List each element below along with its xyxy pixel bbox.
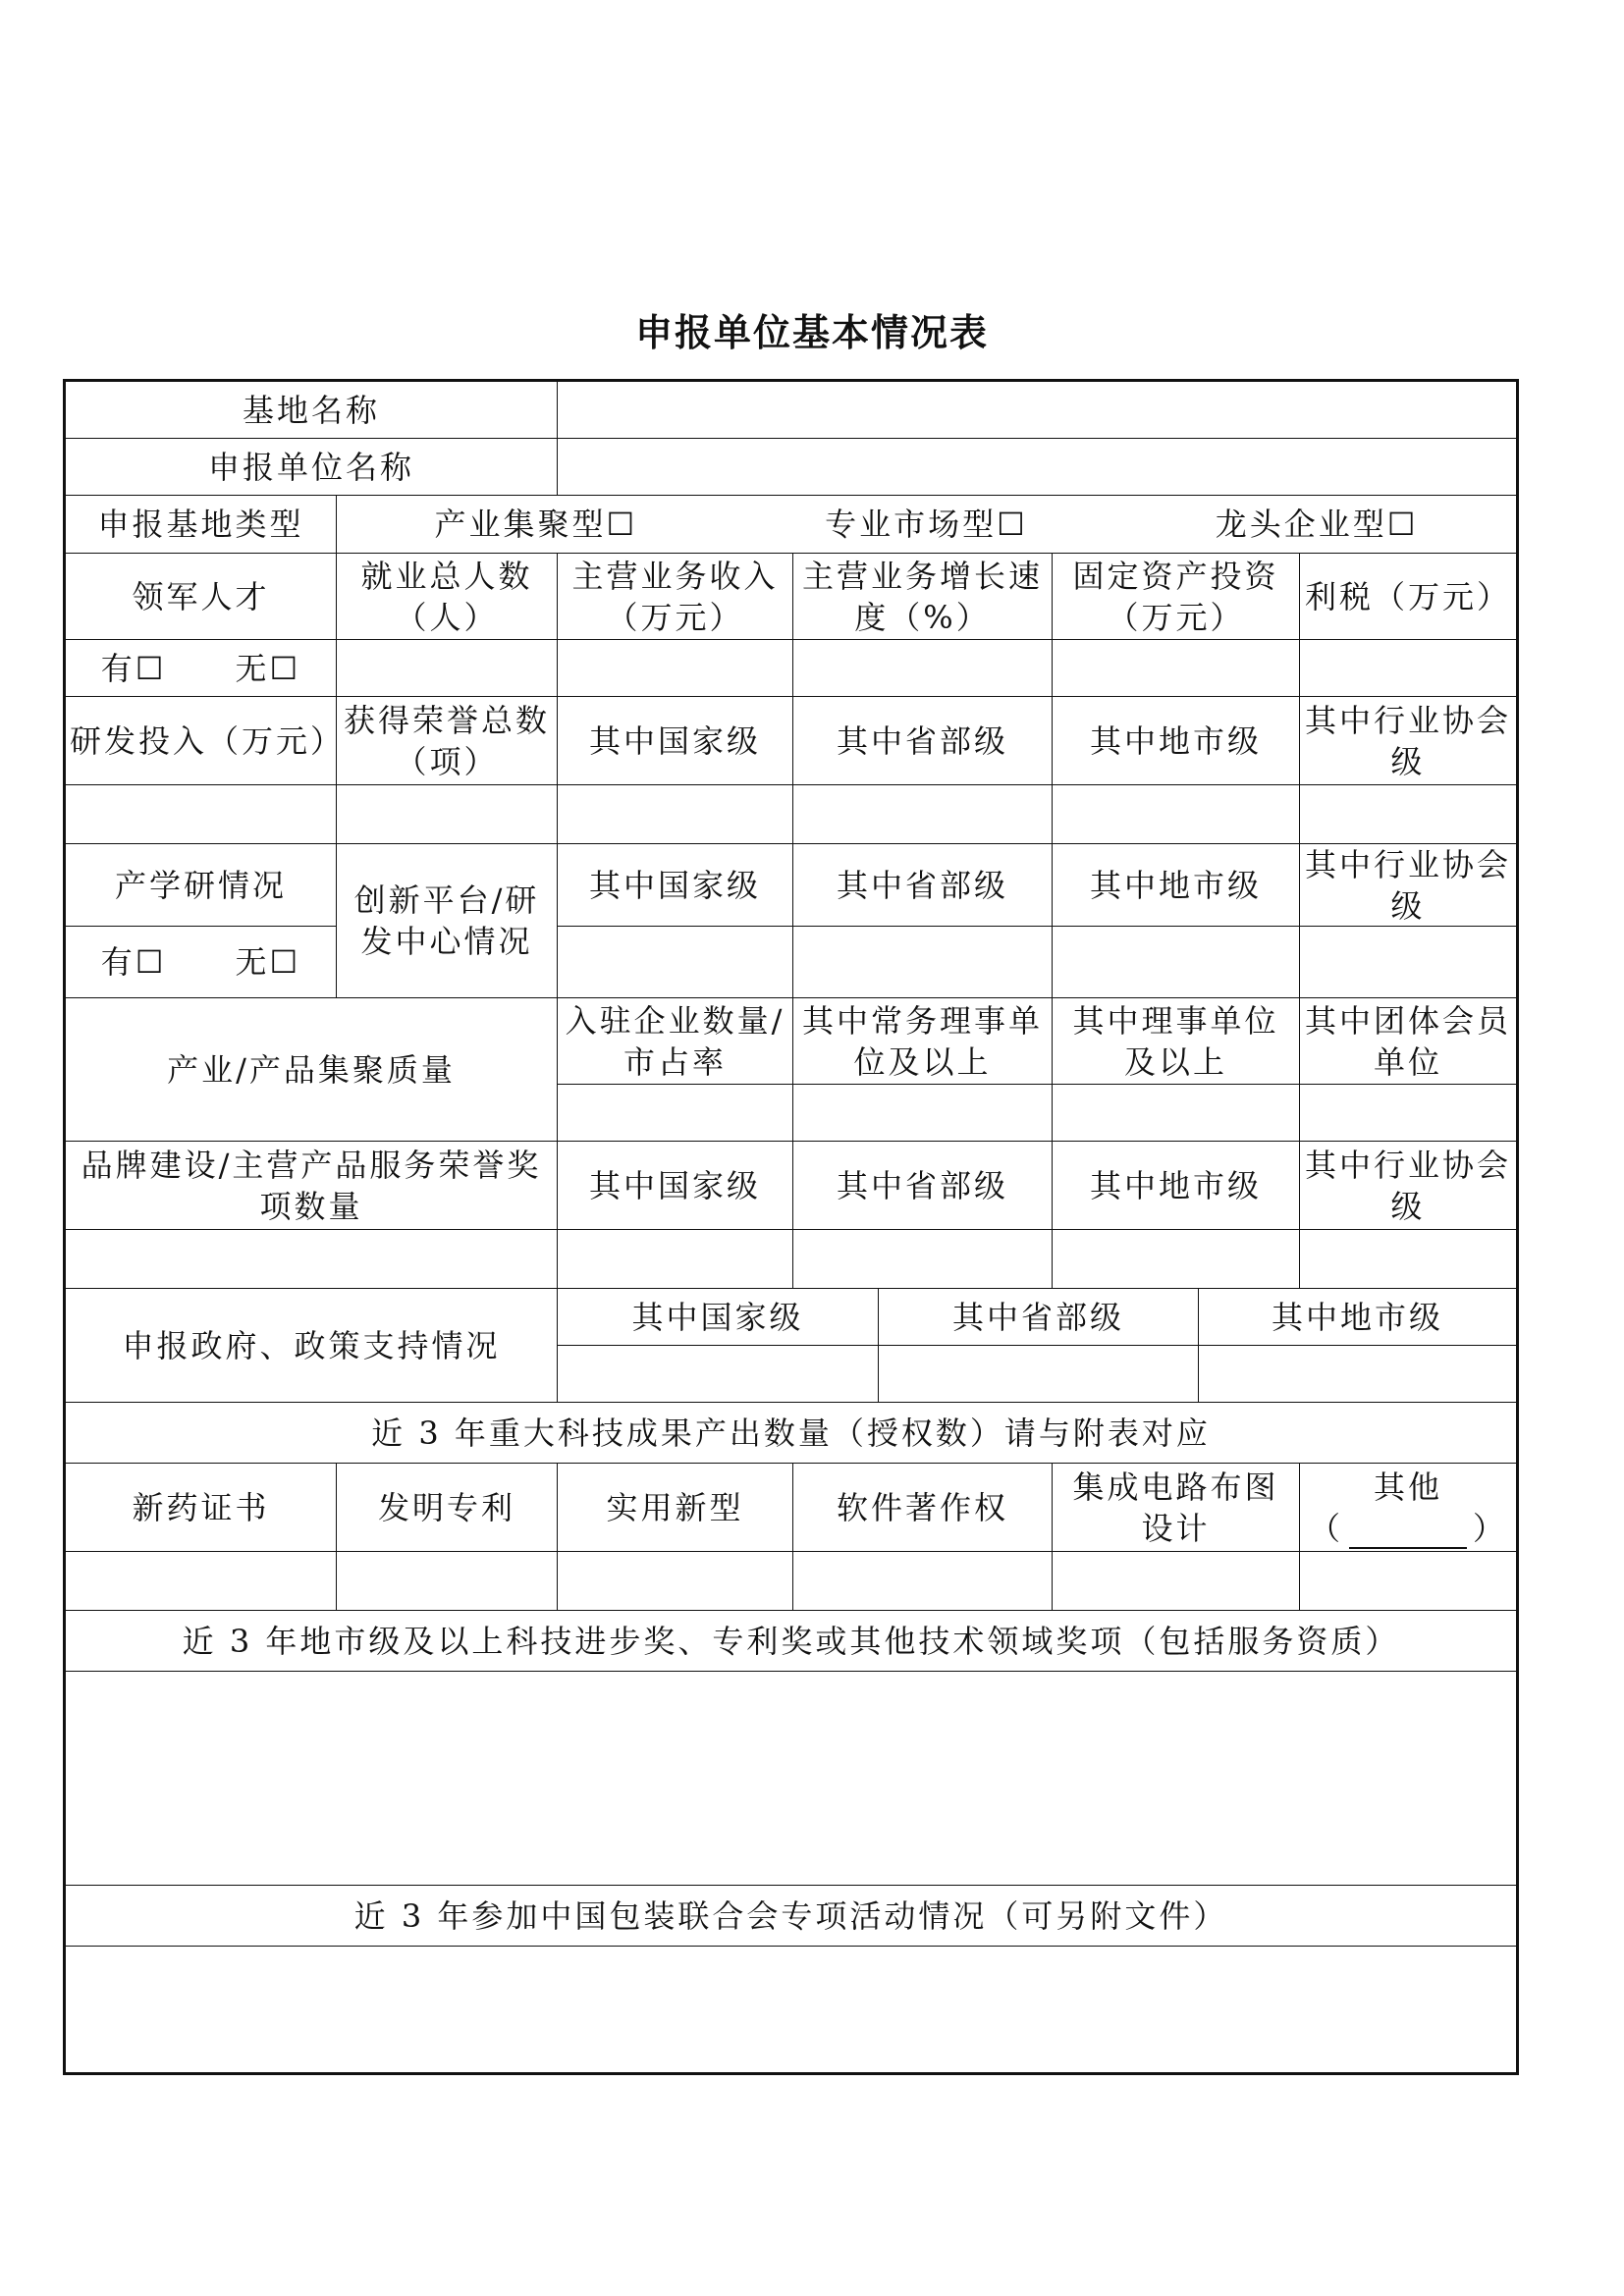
cluster-council-field[interactable] xyxy=(1053,1085,1300,1142)
honors-total-field[interactable] xyxy=(337,785,558,844)
ip-other-specify-field[interactable] xyxy=(1349,1518,1467,1549)
header-leading-talent: 领军人才 xyxy=(66,554,337,640)
section-awards: 近 3 年地市级及以上科技进步奖、专利奖或其他技术领域奖项（包括服务资质） xyxy=(66,1611,1516,1672)
ip-header-software-copyright: 软件著作权 xyxy=(793,1464,1053,1552)
rd-investment-field[interactable] xyxy=(66,785,337,844)
label-cluster-quality: 产业/产品集聚质量 xyxy=(66,998,558,1142)
ip-other-close: ） xyxy=(1473,1509,1508,1547)
platform-header-provincial: 其中省部级 xyxy=(793,844,1053,927)
new-drug-field[interactable] xyxy=(66,1552,337,1611)
brand-label-field[interactable] xyxy=(66,1230,558,1289)
awards-field[interactable] xyxy=(66,1672,1516,1886)
platform-header-association: 其中行业协会级 xyxy=(1300,844,1516,927)
cluster-enterprises-field[interactable] xyxy=(558,1085,793,1142)
investment-field[interactable] xyxy=(1053,640,1300,697)
label-base-type: 申报基地类型 xyxy=(66,496,337,554)
cluster-header-executive: 其中常务理事单位及以上 xyxy=(793,998,1053,1085)
policy-provincial-field[interactable] xyxy=(879,1346,1199,1403)
ip-header-new-drug: 新药证书 xyxy=(66,1464,337,1552)
honors-municipal-field[interactable] xyxy=(1053,785,1300,844)
brand-provincial-field[interactable] xyxy=(793,1230,1053,1289)
cluster-header-council: 其中理事单位及以上 xyxy=(1053,998,1300,1085)
brand-header-association: 其中行业协会级 xyxy=(1300,1142,1516,1230)
platform-municipal-field[interactable] xyxy=(1053,927,1300,998)
revenue-field[interactable] xyxy=(558,640,793,697)
header-main-revenue: 主营业务收入（万元） xyxy=(558,554,793,640)
brand-header-national: 其中国家级 xyxy=(558,1142,793,1230)
brand-header-provincial: 其中省部级 xyxy=(793,1142,1053,1230)
ip-header-ic-layout: 集成电路布图设计 xyxy=(1053,1464,1300,1552)
cluster-executive-field[interactable] xyxy=(793,1085,1053,1142)
header-honors-municipal: 其中地市级 xyxy=(1053,697,1300,785)
label-brand-awards: 品牌建设/主营产品服务荣誉奖项数量 xyxy=(66,1142,558,1230)
ic-layout-field[interactable] xyxy=(1053,1552,1300,1611)
header-honors-national: 其中国家级 xyxy=(558,697,793,785)
label-iur: 产学研情况 xyxy=(66,844,337,927)
label-policy-support: 申报政府、政策支持情况 xyxy=(66,1289,558,1403)
activities-field[interactable] xyxy=(66,1947,1516,2072)
header-honors-association: 其中行业协会级 xyxy=(1300,697,1516,785)
utility-model-field[interactable] xyxy=(558,1552,793,1611)
talent-choice[interactable]: 有☐ 无☐ xyxy=(66,640,337,697)
header-revenue-growth: 主营业务增长速度（%） xyxy=(793,554,1053,640)
platform-provincial-field[interactable] xyxy=(793,927,1053,998)
header-rd-investment: 研发投入（万元） xyxy=(66,697,337,785)
growth-field[interactable] xyxy=(793,640,1053,697)
ip-header-other xyxy=(1300,1464,1516,1552)
honors-national-field[interactable] xyxy=(558,785,793,844)
ip-other-field[interactable] xyxy=(1300,1552,1516,1611)
form-title: 申报单位基本情况表 xyxy=(634,310,989,354)
platform-national-field[interactable] xyxy=(558,927,793,998)
unit-name-field[interactable] xyxy=(558,439,1516,496)
platform-association-field[interactable] xyxy=(1300,927,1516,998)
header-total-employees: 就业总人数（人） xyxy=(337,554,558,640)
ip-header-utility-model: 实用新型 xyxy=(558,1464,793,1552)
brand-municipal-field[interactable] xyxy=(1053,1230,1300,1289)
application-form-table xyxy=(63,379,1519,2075)
section-activities: 近 3 年参加中国包装联合会专项活动情况（可另附文件） xyxy=(66,1886,1516,1947)
honors-association-field[interactable] xyxy=(1300,785,1516,844)
brand-header-municipal: 其中地市级 xyxy=(1053,1142,1300,1230)
header-honors-provincial: 其中省部级 xyxy=(793,697,1053,785)
ip-other-open: （ xyxy=(1308,1509,1343,1547)
cluster-header-enterprises: 入驻企业数量/市占率 xyxy=(558,998,793,1085)
label-base-name: 基地名称 xyxy=(66,382,558,439)
cluster-header-group-member: 其中团体会员单位 xyxy=(1300,998,1516,1085)
platform-header-national: 其中国家级 xyxy=(558,844,793,927)
cluster-group-member-field[interactable] xyxy=(1300,1085,1516,1142)
header-profit-tax: 利税（万元） xyxy=(1300,554,1516,640)
header-fixed-asset-investment: 固定资产投资（万元） xyxy=(1053,554,1300,640)
policy-header-municipal: 其中地市级 xyxy=(1199,1289,1516,1346)
profit-tax-field[interactable] xyxy=(1300,640,1516,697)
ip-header-invention-patent: 发明专利 xyxy=(337,1464,558,1552)
iur-choice[interactable]: 有☐ 无☐ xyxy=(66,927,337,998)
policy-header-national: 其中国家级 xyxy=(558,1289,879,1346)
brand-national-field[interactable] xyxy=(558,1230,793,1289)
option-industrial-cluster[interactable]: 产业集聚型☐ xyxy=(434,506,638,543)
ip-other-label: 其他 xyxy=(1373,1468,1442,1506)
section-ip-output: 近 3 年重大科技成果产出数量（授权数）请与附表对应 xyxy=(66,1403,1516,1464)
platform-header-municipal: 其中地市级 xyxy=(1053,844,1300,927)
honors-provincial-field[interactable] xyxy=(793,785,1053,844)
software-copyright-field[interactable] xyxy=(793,1552,1053,1611)
employees-field[interactable] xyxy=(337,640,558,697)
option-professional-market[interactable]: 专业市场型☐ xyxy=(825,506,1028,543)
brand-association-field[interactable] xyxy=(1300,1230,1516,1289)
label-innovation-platform: 创新平台/研发中心情况 xyxy=(337,844,558,998)
label-unit-name: 申报单位名称 xyxy=(66,439,558,496)
policy-national-field[interactable] xyxy=(558,1346,879,1403)
invention-patent-field[interactable] xyxy=(337,1552,558,1611)
policy-municipal-field[interactable] xyxy=(1199,1346,1516,1403)
base-name-field[interactable] xyxy=(558,382,1516,439)
base-type-options xyxy=(337,496,1516,554)
option-leading-enterprise[interactable]: 龙头企业型☐ xyxy=(1215,506,1419,543)
header-honors-total: 获得荣誉总数（项） xyxy=(337,697,558,785)
policy-header-provincial: 其中省部级 xyxy=(879,1289,1199,1346)
